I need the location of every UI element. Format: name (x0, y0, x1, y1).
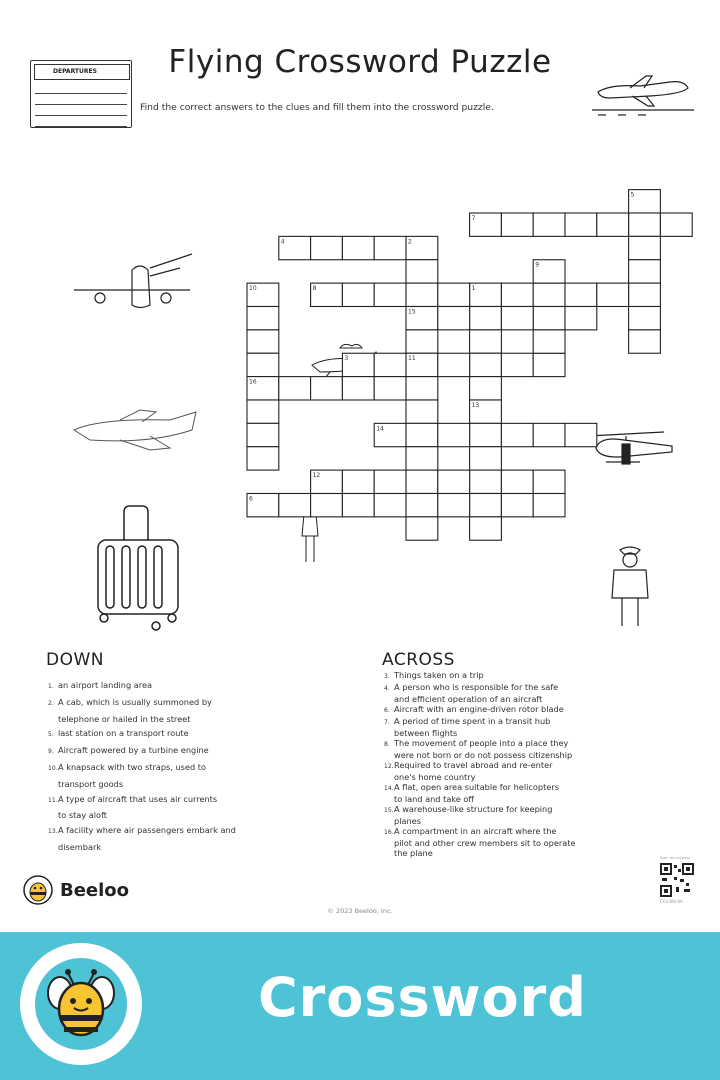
crossword-cell[interactable] (565, 213, 597, 236)
crossword-cell[interactable] (533, 306, 565, 329)
pilot-icon (612, 547, 648, 626)
crossword-cell[interactable] (406, 377, 438, 400)
page-subtitle: Find the correct answers to the clues and fill them into the crossword puzzle. (140, 102, 494, 113)
crossword-cell[interactable] (374, 236, 406, 259)
clue-item (384, 826, 644, 838)
crossword-cell[interactable] (342, 493, 374, 516)
crossword-cell[interactable] (279, 377, 311, 400)
crossword-cell[interactable] (438, 470, 470, 493)
clue-number: 13. (48, 828, 58, 836)
bee-badge (20, 943, 142, 1065)
crossword-cell[interactable] (501, 283, 533, 306)
clue-text: disembark (58, 841, 102, 852)
clue-item (48, 808, 318, 823)
crossword-cell[interactable] (565, 283, 597, 306)
crossword-cell[interactable] (406, 447, 438, 470)
crossword-cell[interactable] (533, 213, 565, 236)
crossword-cell[interactable] (247, 353, 279, 376)
clue-number: 3. (384, 673, 390, 680)
clue-number: 12. (384, 763, 394, 770)
clue-item (384, 694, 644, 704)
clue-number: 8. (384, 741, 390, 748)
clue-text: A knapsack with two straps, used to (58, 761, 207, 772)
clue-text: A compartment in an aircraft where the (394, 826, 557, 836)
crossword-cell[interactable] (247, 447, 279, 470)
clue-number: 1. (48, 683, 54, 690)
crossword-cell[interactable] (470, 470, 502, 493)
clue-item (48, 743, 318, 760)
clue-number: 6. (384, 707, 390, 714)
crossword-cell[interactable] (533, 423, 565, 446)
clue-item (384, 670, 644, 682)
crossword-cell[interactable] (374, 283, 406, 306)
crossword-cell[interactable] (374, 353, 406, 376)
cell-number: 16 (249, 378, 257, 386)
crossword-cell[interactable] (406, 283, 438, 306)
crossword-cell[interactable] (374, 377, 406, 400)
crossword-cell[interactable] (438, 283, 470, 306)
cell-number: 4 (280, 238, 285, 246)
clue-item (48, 840, 318, 855)
across-clues (384, 670, 644, 858)
banner-title: Crossword (258, 966, 587, 1029)
crossword-cell[interactable] (406, 400, 438, 423)
clue-number: 7. (384, 719, 390, 726)
clue-text: Things taken on a trip (394, 670, 484, 680)
crossword-cell[interactable] (629, 236, 661, 259)
bee-icon (22, 874, 54, 906)
clue-item (48, 777, 318, 792)
plane-icon (74, 254, 192, 308)
clue-item (384, 682, 644, 694)
clue-text: to stay aloft (58, 810, 108, 821)
clue-text: The movement of people into a place they (394, 738, 569, 748)
crossword-cell[interactable] (629, 213, 661, 236)
clue-number: 15. (384, 807, 394, 814)
crossword-cell[interactable] (438, 423, 470, 446)
clue-text: A flat, open area suitable for helicopters (394, 782, 559, 792)
brand-name: Beeloo (60, 879, 130, 901)
crossword-cell[interactable] (660, 213, 692, 236)
page-title: Flying Crossword Puzzle (168, 44, 552, 80)
crossword-cell[interactable] (311, 236, 343, 259)
clue-item (384, 750, 644, 760)
crossword-cell[interactable] (247, 400, 279, 423)
clue-item (384, 760, 644, 772)
clue-text: Aircraft with an engine-driven rotor blade (394, 704, 564, 714)
crossword-cells[interactable] (247, 190, 692, 541)
cell-number: 15 (408, 308, 416, 316)
clue-item (48, 678, 318, 695)
helicopter-icon (588, 432, 672, 464)
clue-item (384, 782, 644, 794)
clue-text: transport goods (58, 778, 124, 789)
crossword-cell[interactable] (470, 330, 502, 353)
crossword-cell[interactable] (470, 423, 502, 446)
clue-text: to land and take off (394, 794, 475, 804)
crossword-cell[interactable] (501, 306, 533, 329)
clue-text: one's home country (394, 772, 476, 782)
crossword-cell[interactable] (247, 423, 279, 446)
cell-number: 8 (312, 285, 317, 293)
clue-text: last station on a transport route (58, 728, 189, 739)
crossword-cell[interactable] (342, 470, 374, 493)
crossword-cell[interactable] (501, 493, 533, 516)
crossword-cell[interactable] (565, 423, 597, 446)
clue-text: Aircraft powered by a turbine engine (58, 745, 209, 756)
clue-text: planes (394, 816, 421, 826)
clue-text: A period of time spent in a transit hub (394, 716, 551, 726)
suitcase-icon (98, 506, 178, 630)
clue-number: 2. (48, 699, 54, 707)
down-clues (48, 678, 318, 855)
crossword-cell[interactable] (501, 470, 533, 493)
crossword-cell[interactable] (374, 470, 406, 493)
clue-item (384, 772, 644, 782)
clue-text: an airport landing area (58, 680, 153, 690)
crossword-cell[interactable] (470, 447, 502, 470)
crossword-cell[interactable] (374, 493, 406, 516)
clue-text: A warehouse-like structure for keeping (394, 804, 553, 814)
clue-item (48, 726, 318, 743)
clue-item (384, 704, 644, 716)
crossword-cell[interactable] (629, 283, 661, 306)
crossword-cell[interactable] (533, 283, 565, 306)
clue-item (48, 712, 318, 727)
clue-item (384, 738, 644, 750)
clue-text: Required to travel abroad and re-enter (394, 760, 553, 770)
crossword-cell[interactable] (406, 517, 438, 540)
cell-number: 3 (344, 355, 349, 363)
qr-code-id: CG1380-0A (660, 899, 683, 904)
clue-text: A person who is responsible for the safe (394, 682, 559, 692)
crossword-cell[interactable] (470, 306, 502, 329)
brand-logo (22, 874, 129, 906)
cell-number: 5 (630, 191, 635, 199)
crossword-cell[interactable] (279, 493, 311, 516)
clue-number: 5. (48, 731, 54, 739)
clue-number: 16. (384, 829, 394, 836)
crossword-cell[interactable] (470, 517, 502, 540)
clue-text: A type of aircraft that uses air currents (58, 793, 218, 804)
crossword-cell[interactable] (406, 423, 438, 446)
clue-item (384, 728, 644, 738)
down-heading: DOWN (46, 650, 104, 670)
clue-text: A facility where air passengers embark and (58, 825, 236, 836)
clue-item (384, 848, 644, 858)
clue-number: 9. (48, 748, 54, 756)
clue-number: 11. (48, 796, 58, 804)
clue-number: 14. (384, 785, 394, 792)
cell-number: 6 (249, 495, 253, 503)
copyright: © 2023 Beeloo, Inc. (327, 907, 393, 915)
cell-number: 14 (376, 425, 384, 433)
crossword-cell[interactable] (406, 330, 438, 353)
cell-number: 12 (312, 472, 321, 480)
clue-text: telephone or hailed in the street (58, 713, 191, 724)
clue-text: and efficient operation of an aircraft (394, 694, 543, 704)
crossword-cell[interactable] (533, 493, 565, 516)
crossword-cell[interactable] (629, 330, 661, 353)
crossword-cell[interactable] (406, 470, 438, 493)
clue-item (384, 804, 644, 816)
qr-caption: Scan for answers (660, 856, 691, 860)
crossword-cell[interactable] (470, 377, 502, 400)
clue-item (48, 792, 318, 809)
qr-code-icon[interactable] (660, 863, 694, 897)
bee-icon (20, 943, 142, 1065)
crossword-cell[interactable] (629, 306, 661, 329)
crossword-cell[interactable] (342, 283, 374, 306)
clue-number: 10. (48, 764, 58, 772)
clue-text: between flights (394, 728, 458, 738)
crossword-cell[interactable] (533, 353, 565, 376)
clue-text: were not born or do not possess citizenship (394, 750, 573, 760)
crossword-cell[interactable] (565, 306, 597, 329)
crossword-cell[interactable] (342, 377, 374, 400)
crossword-cell[interactable] (597, 283, 629, 306)
crossword-cell[interactable] (501, 423, 533, 446)
crossword-cell[interactable] (438, 306, 470, 329)
crossword-cell[interactable] (247, 306, 279, 329)
clue-item (384, 838, 644, 848)
cell-number: 1 (471, 285, 476, 293)
crossword-cell[interactable] (311, 493, 343, 516)
cell-number: 11 (408, 355, 416, 363)
crossword-cell[interactable] (406, 493, 438, 516)
crossword-cell[interactable] (247, 330, 279, 353)
crossword-cell[interactable] (501, 213, 533, 236)
cell-number: 7 (471, 215, 476, 222)
crossword-cell[interactable] (597, 213, 629, 236)
cell-number: 9 (535, 261, 540, 269)
crossword-cell[interactable] (470, 493, 502, 516)
crossword-cell[interactable] (438, 353, 470, 376)
clue-item (48, 695, 318, 712)
plane-icon (74, 410, 196, 450)
crossword-cell[interactable] (533, 470, 565, 493)
crossword-cell[interactable] (629, 260, 661, 283)
clue-item (384, 716, 644, 728)
clue-text: the plane (394, 848, 433, 858)
clue-item (48, 760, 318, 777)
crossword-cell[interactable] (406, 260, 438, 283)
clue-item (48, 823, 318, 840)
clue-item (384, 816, 644, 826)
crossword-cell[interactable] (438, 493, 470, 516)
clue-item (384, 794, 644, 804)
crossword-cell[interactable] (342, 236, 374, 259)
crossword-cell[interactable] (501, 353, 533, 376)
departures-label: DEPARTURES (34, 64, 130, 80)
cell-number: 13 (471, 401, 480, 409)
cell-number: 10 (249, 285, 257, 293)
clue-text: A cab, which is usually summoned by (58, 696, 212, 707)
across-heading: ACROSS (382, 650, 455, 670)
crossword-cell[interactable] (311, 377, 343, 400)
cell-number: 2 (408, 238, 412, 246)
crossword-cell[interactable] (470, 353, 502, 376)
crossword-cell[interactable] (533, 330, 565, 353)
clue-text: pilot and other crew members sit to operate (394, 838, 576, 848)
clue-number: 4. (384, 685, 390, 692)
